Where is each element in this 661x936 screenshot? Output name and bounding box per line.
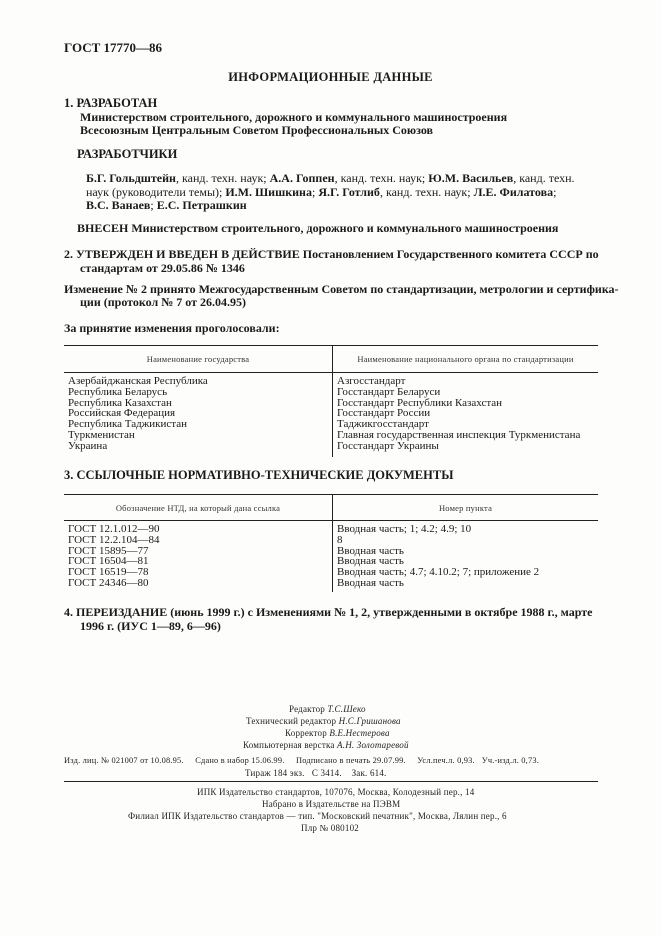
dev-text: , канд. техн. <box>513 171 575 185</box>
table-cell: Республика Беларусь <box>68 385 168 398</box>
table-cell: Вводная часть <box>337 555 404 568</box>
table-cell: ГОСТ 24346—80 <box>68 576 149 589</box>
s3-heading: 3. ССЫЛОЧНЫЕ НОРМАТИВНО-ТЕХНИЧЕСКИЕ ДОКУМЕНТЫ <box>64 468 454 482</box>
table1-bodies <box>337 376 580 452</box>
header-code: ГОСТ 17770—86 <box>64 40 163 55</box>
table2-header-rule <box>64 520 598 521</box>
imprint-editor <box>289 703 366 715</box>
table-cell: Республика Казахстан <box>68 396 172 409</box>
table1-body-divider <box>332 372 333 457</box>
developers-line3 <box>86 199 247 212</box>
imprint-person: А.Н. Золотаревой <box>337 740 409 750</box>
imprint-label: Технический редактор <box>246 716 337 726</box>
imprint-line3: ИПК Издательство стандартов, 107076, Москва, Колодезный пер., 14 <box>197 787 475 797</box>
imprint-line5: Филиал ИПК Издательство стандартов — тип. "Московский печатник", Москва, Лялин пер., 6 <box>128 811 507 821</box>
dev-name: Б.Г. Гольдштейн <box>86 171 176 185</box>
table-cell: Вводная часть; 1; 4.2; 4.9; 10 <box>337 523 472 535</box>
table1-states <box>68 376 208 452</box>
table-cell: Госстандарт Украины <box>337 439 439 452</box>
imprint-person: Н.С.Гришанова <box>338 716 401 726</box>
page-title: ИНФОРМАЦИОННЫЕ ДАННЫЕ <box>228 70 433 84</box>
table2-docs <box>68 524 159 589</box>
s2-line2: стандартам от 29.05.86 № 1346 <box>80 261 245 275</box>
table2-body-divider <box>332 520 333 592</box>
s1-line1: Министерством строительного, дорожного и коммунального машиностроения <box>80 110 508 124</box>
imprint-line4: Набрано в Издательстве на ПЭВМ <box>262 799 401 809</box>
imprint-person: В.Е.Нестерова <box>329 728 390 738</box>
table1-top-rule <box>64 345 598 346</box>
table1-header-rule <box>64 372 598 373</box>
table2-col1-header: Обозначение НТД, на который дана ссылка <box>115 503 281 513</box>
table-cell: ГОСТ 15895—77 <box>68 544 149 557</box>
table-cell: ГОСТ 16504—81 <box>68 555 149 568</box>
dev-text: , канд. техн. наук; <box>334 171 429 185</box>
dev-name: Л.Е. Филатова <box>473 185 554 199</box>
introduced-line: ВНЕСЕН Министерством строительного, дорожного и коммунального машиностроения <box>77 221 559 235</box>
voted-line: За принятие изменения проголосовали: <box>64 321 280 335</box>
dev-text: , канд. техн. наук; <box>175 171 270 185</box>
table-cell: ГОСТ 16519—78 <box>68 566 149 579</box>
imprint-layout <box>243 739 409 751</box>
s1-line2: Всесоюзным Центральным Советом Профессиональных Союзов <box>80 123 434 137</box>
imprint-line1: Изд. лиц. № 021007 от 10.08.95. Сдано в набор 15.06.99. Подписано в печать 29.07.99. Усл.печ.л. 0,93. Уч.-изд.л. 0,73. <box>64 756 540 765</box>
imprint-label: Корректор <box>285 728 327 738</box>
table-cell: Главная государственная инспекция Туркменистана <box>337 428 581 441</box>
table1-col1-header: Наименование государства <box>146 354 250 364</box>
table2-col2-header: Номер пункта <box>438 503 493 513</box>
imprint-corrector <box>285 727 390 739</box>
developers-line1 <box>86 172 575 185</box>
table-cell: Госстандарт Беларуси <box>337 385 441 398</box>
table-cell: ГОСТ 12.1.012—90 <box>68 523 160 535</box>
table-cell: Республика Таджикистан <box>68 418 187 431</box>
change-line2: ции (протокол № 7 от 26.04.95) <box>80 295 247 309</box>
table-cell: Таджикгосстандарт <box>337 418 429 431</box>
table2-top-rule <box>64 494 598 495</box>
table-cell: 8 <box>337 533 343 546</box>
table-cell: Вводная часть <box>337 576 404 589</box>
imprint-label: Компьютерная верстка <box>243 740 335 750</box>
table-cell: Российская Федерация <box>68 407 176 420</box>
table1-col2-header: Наименование национального органа по стандартизации <box>357 354 574 364</box>
imprint-person: Т.С.Шеко <box>327 704 366 714</box>
dev-text: , канд. техн. наук; <box>379 185 474 199</box>
s2-line1: 2. УТВЕРЖДЕН И ВВЕДЕН В ДЕЙСТВИЕ Постановлением Государственного комитета СССР по <box>64 247 599 261</box>
dev-text: ; <box>150 198 157 212</box>
dev-text: ; <box>311 185 319 199</box>
dev-text: ; <box>553 185 557 199</box>
dev-name: И.М. Шишкина <box>225 185 312 199</box>
dev-name: Я.Г. Готлиб <box>318 185 380 199</box>
developers-heading: РАЗРАБОТЧИКИ <box>77 147 178 161</box>
table-cell: ГОСТ 12.2.104—84 <box>68 533 160 546</box>
dev-name: А.А. Гоппен <box>269 171 335 185</box>
table-cell: Госстандарт Республики Казахстан <box>337 396 503 409</box>
table-cell: Азгосстандарт <box>337 375 406 387</box>
dev-name: Е.С. Петрашкин <box>156 198 247 212</box>
dev-name: В.С. Ванаев <box>86 198 151 212</box>
table-cell: Украина <box>68 439 108 452</box>
s4-line2: 1996 г. (ИУС 1—89, 6—96) <box>80 619 221 633</box>
imprint-line2: Тираж 184 экз. С 3414. Зак. 614. <box>245 768 387 778</box>
imprint-label: Редактор <box>289 704 326 714</box>
table-cell: Вводная часть; 4.7; 4.10.2; 7; приложение 2 <box>337 566 540 579</box>
s4-line1: 4. ПЕРЕИЗДАНИЕ (июнь 1999 г.) с Изменениями № 1, 2, утвержденными в октябре 1988 г., марте <box>64 605 593 619</box>
dev-name: Ю.М. Васильев <box>428 171 514 185</box>
table2-items <box>337 524 539 589</box>
s1-heading: 1. РАЗРАБОТАН <box>64 96 158 110</box>
imprint-line6: Плр № 080102 <box>301 823 359 833</box>
imprint-divider <box>64 781 598 782</box>
table-cell: Азербайджанская Республика <box>68 375 208 387</box>
table-cell: Вводная часть <box>337 544 404 557</box>
dev-text: наук (руководители темы); <box>86 185 226 199</box>
table-cell: Госстандарт России <box>337 407 431 420</box>
imprint-tech <box>246 715 401 727</box>
change-line1: Изменение № 2 принято Межгосударственным Советом по стандартизации, метрологии и сертифика- <box>64 282 619 296</box>
table-cell: Туркменистан <box>68 428 135 441</box>
